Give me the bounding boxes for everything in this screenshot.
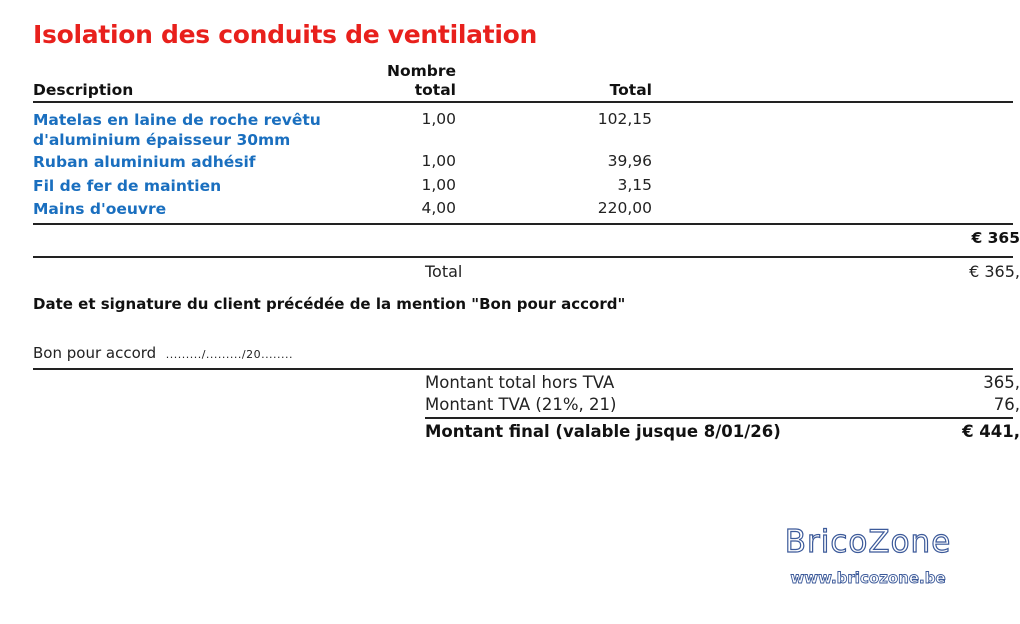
table-row-quantity: 1,00 xyxy=(421,110,456,128)
ht-label: Montant total hors TVA xyxy=(425,373,615,392)
date-field: ........./........./20........ xyxy=(165,348,294,361)
page-title: Isolation des conduits de ventilation xyxy=(33,20,537,49)
table-row-quantity: 1,00 xyxy=(421,152,456,170)
table-row-description: Fil de fer de maintien xyxy=(33,177,222,195)
final-divider xyxy=(425,417,1013,419)
watermark-url: www.bricozone.be xyxy=(790,569,946,587)
table-row-total: 102,15 xyxy=(597,110,652,128)
column-header-total: Total xyxy=(609,81,652,99)
final-value: € 441, xyxy=(962,422,1020,441)
column-header-quantity xyxy=(380,62,456,100)
tva-value: 76, xyxy=(993,395,1020,414)
subtotal-divider xyxy=(33,256,1013,258)
subtotal-value: € 365 xyxy=(971,229,1020,247)
watermark-brand: BricoZone xyxy=(784,524,952,560)
signature-label: Date et signature du client précédée de la mention "Bon pour accord" xyxy=(33,295,626,313)
table-row-quantity: 4,00 xyxy=(421,199,456,217)
header-divider xyxy=(33,101,1013,103)
accord-line xyxy=(33,344,293,362)
column-header-quantity-line2: total xyxy=(414,81,456,99)
column-header-description: Description xyxy=(33,81,134,99)
column-header-quantity-line1: Nombre xyxy=(386,62,456,80)
signature-divider xyxy=(33,368,1013,370)
table-row-total: 39,96 xyxy=(607,152,652,170)
total-label: Total xyxy=(425,262,463,281)
ht-value: 365, xyxy=(983,373,1020,392)
final-label: Montant final (valable jusque 8/01/26) xyxy=(425,422,781,441)
table-row-quantity: 1,00 xyxy=(421,176,456,194)
table-row-total: 3,15 xyxy=(617,176,652,194)
description-line: Matelas en laine de roche revêtu xyxy=(33,111,321,129)
table-row-description: Mains d'oeuvre xyxy=(33,200,167,218)
table-row-description xyxy=(33,110,321,150)
tva-label: Montant TVA (21%, 21) xyxy=(425,395,617,414)
rows-divider xyxy=(33,223,1013,225)
table-row-total: 220,00 xyxy=(597,199,652,217)
table-row-description: Ruban aluminium adhésif xyxy=(33,153,256,171)
description-line: d'aluminium épaisseur 30mm xyxy=(33,131,291,149)
accord-text: Bon pour accord xyxy=(33,344,157,362)
total-value: € 365, xyxy=(969,262,1020,281)
